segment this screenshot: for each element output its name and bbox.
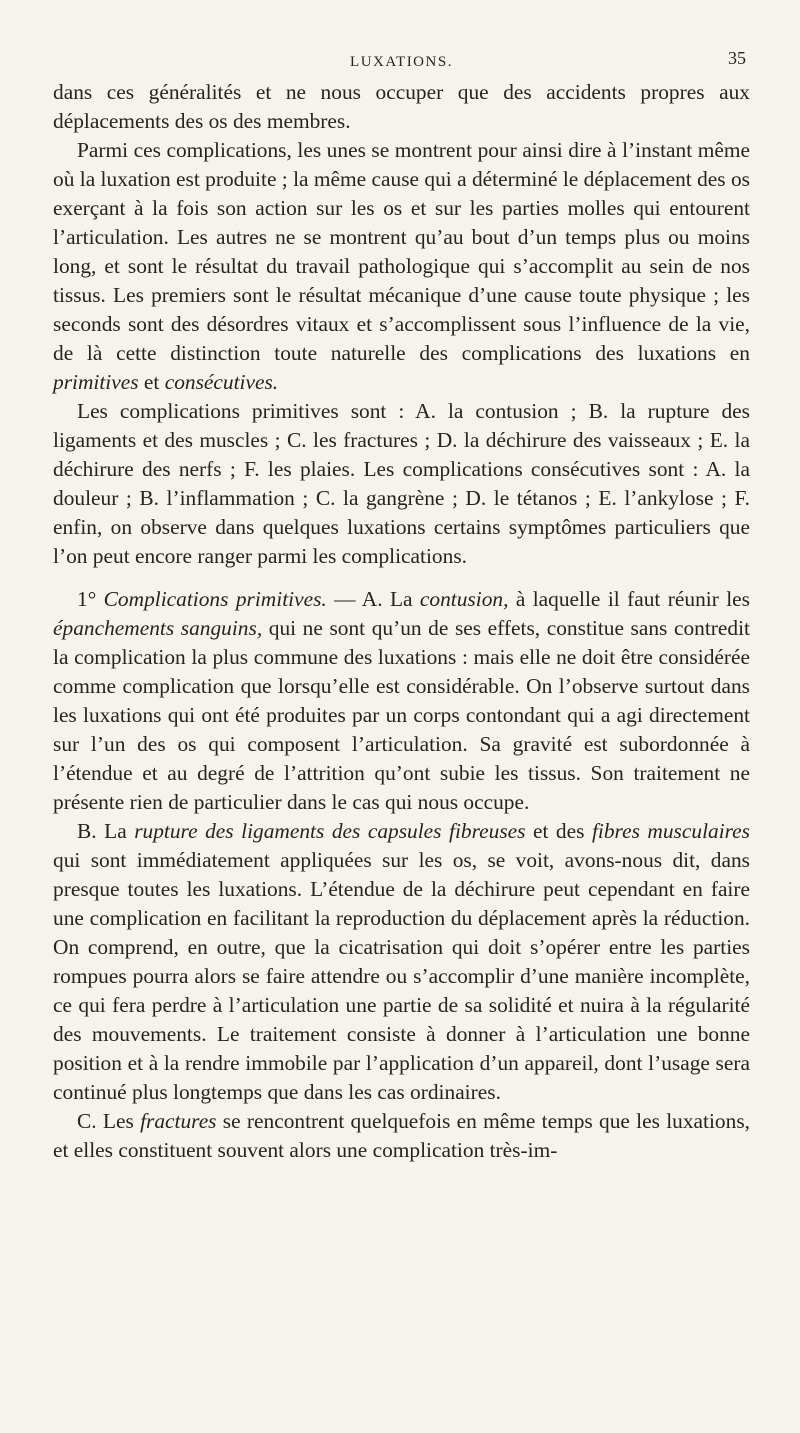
paragraph [53, 397, 750, 571]
running-head [53, 48, 750, 78]
text-run: 1° [77, 587, 104, 611]
text-run: se rencontrent quelquefois en même temps que les luxations, et elles constituent souvent alors une complication très-im- [53, 1109, 750, 1162]
italic-run: primitives [53, 370, 139, 394]
italic-run: fractures [140, 1109, 217, 1133]
running-title: LUXATIONS. [350, 54, 453, 70]
italic-run: fibres musculaires [591, 819, 750, 843]
paragraph [53, 78, 750, 136]
text-run: qui ne sont qu’un de ses effets, constitue sans contredit la complication la plus commune des luxations : mais elle ne doit être considérée comme complication que lorsqu’elle est considérable. On l’observe surtout dans les luxations qui ont été produites par un corps contondant qui a agi directement sur l’un des os qui composent l’articulation. Sa gravité est subordonnée à l’étendue et au degré de l’attrition qu’ont subie les tissus. Son traitement ne présente rien de particulier dans le cas qui nous occupe. [53, 616, 750, 814]
italic-run: Complications primitives. [103, 587, 327, 611]
section-paragraph [53, 585, 750, 817]
italic-run: consécutives. [164, 370, 279, 394]
italic-run: contusion, [419, 587, 509, 611]
text-run: à laquelle il faut réunir les [508, 587, 750, 611]
text-run: C. Les [77, 1109, 141, 1133]
text-run: dans ces généralités et ne nous occuper que des accidents propres aux déplacements des os des membres. [53, 80, 750, 133]
book-page [0, 48, 800, 1433]
body-text [53, 78, 750, 1165]
paragraph [53, 817, 750, 1107]
text-run: et [138, 370, 165, 394]
text-run: et des [525, 819, 592, 843]
text-run: B. La [77, 819, 135, 843]
italic-run: épanchements sanguins, [53, 616, 263, 640]
text-run: Les complications primitives sont : A. la contusion ; B. la rupture des ligaments et des muscles ; C. les fractures ; D. la déchirure des vaisseaux ; E. la déchirure des nerfs ; F. les plaies. Les complications consécutives sont : A. la douleur ; B. l’inflammation ; C. la gangrène ; D. le tétanos ; E. l’ankylose ; F. enfin, on observe dans quelques luxations certains symptômes particuliers que l’on peut encore ranger parmi les complications. [53, 399, 750, 568]
italic-run: rupture des ligaments des capsules fibreuses [134, 819, 526, 843]
paragraph [53, 136, 750, 397]
page-number: 35 [728, 48, 746, 68]
text-run: qui sont immédiatement appliquées sur les os, se voit, avons-nous dit, dans presque toutes les luxations. L’étendue de la déchirure peut cependant en faire une complication en facilitant la reproduction du déplacement après la réduction. On comprend, en outre, que la cicatrisation qui doit s’opérer entre les parties rompues pourra alors se faire attendre ou s’accomplir d’une manière incomplète, ce qui fera perdre à l’articulation une partie de sa solidité et nuira à la régularité des mouvements. Le traitement consiste à donner à l’articulation une bonne position et à la rendre immobile par l’application d’un appareil, dont l’usage sera continué plus longtemps que dans les cas ordinaires. [53, 848, 750, 1104]
text-run: — A. La [326, 587, 420, 611]
paragraph [53, 1107, 750, 1165]
text-run: Parmi ces complications, les unes se montrent pour ainsi dire à l’instant même où la luxation est produite ; la même cause qui a déterminé le déplacement des os exerçant à la fois son action sur les os et sur les parties molles qui entourent l’articulation. Les autres ne se montrent qu’au bout d’un temps plus ou moins long, et sont le résultat du travail pathologique qui s’accomplit au sein de nos tissus. Les premiers sont le résultat mécanique d’une cause toute physique ; les seconds sont des désordres vitaux et s’accomplissent sous l’influence de la vie, de là cette distinction toute naturelle des complications des luxations en [53, 138, 750, 365]
